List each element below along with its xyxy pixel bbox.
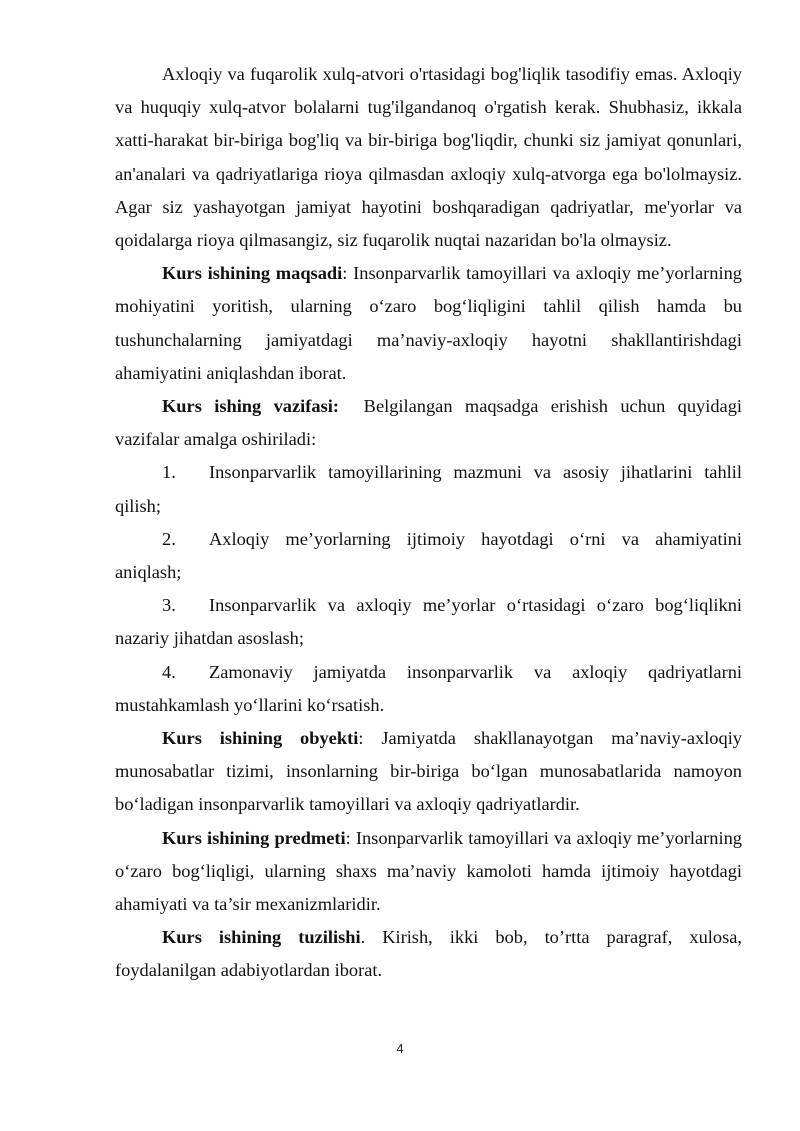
task-item-3 — [115, 589, 742, 655]
task-item-2 — [115, 523, 742, 589]
task-item-4 — [115, 656, 742, 722]
task-number: 1. — [162, 462, 176, 483]
task-number: 4. — [162, 661, 176, 682]
task-item-1 — [115, 456, 742, 522]
object-separator: : — [358, 728, 382, 749]
document-page — [115, 58, 747, 988]
structure-paragraph — [115, 921, 742, 987]
tasks-intro-text: Belgilangan maqsadga erishish uchun quyidagi vazifalar amalga oshiriladi: — [115, 396, 747, 450]
goal-separator: : — [342, 263, 354, 284]
task-number: 2. — [162, 528, 176, 549]
subject-paragraph — [115, 822, 742, 922]
tasks-label: Kurs ishing vazifasi: — [162, 396, 339, 417]
task-text: Insonparvarlik va axloqiy me’yorlar o‘rtasidagi o‘zaro bog‘liqlikni nazariy jihatdan asoslash; — [115, 595, 742, 649]
intro-paragraph: Axloqiy va fuqarolik xulq-atvori o'rtasidagi bog'liqlik tasodifiy emas. Axloqiy va huquqiy xulq-atvor bolalarni tug'ilgandanoq o'rgatish kerak. Shubhasiz, ikkala xatti-harakat bir-biriga bog'liq va bir-biriga bog'liqdir, chunki siz jamiyat qonunlari, an'analari va qadriyatlariga rioya qilmasdan axloqiy xulq-atvorga ega bo'lolmaysiz. Agar siz yashayotgan jamiyat hayotini boshqaradigan qadriyatlar, me'yorlar va qoidalarga rioya qilmasangiz, siz fuqarolik nuqtai nazaridan bo'la olmaysiz. — [115, 64, 742, 251]
object-text: Jamiyatda shakllanayotgan ma’naviy-axloqiy munosabatlar tizimi, insonlarning bir-biriga bo‘lgan munosabatlarida namoyon bo‘ladigan insonparvarlik tamoyillari va axloqiy qadriyatlardir. — [115, 728, 743, 815]
structure-text: Kirish, ikki bob, to’rtta paragraf, xulosa, foydalanilgan adabiyotlardan iborat. — [115, 927, 742, 981]
goal-label: Kurs ishining maqsadi — [162, 263, 343, 284]
task-text: Zamonaviy jamiyatda insonparvarlik va axloqiy qadriyatlarni mustahkamlash yo‘llarini ko‘rsatish. — [115, 661, 742, 715]
object-label: Kurs ishining obyekti — [162, 728, 359, 749]
subject-text: Insonparvarlik tamoyillari va axloqiy me’yorlarning o‘zaro bog‘liqligi, ularning shaxs ma’naviy kamoloti hamda ijtimoiy hayotdagi ahamiyati va ta’sir mexanizmlaridir. — [115, 827, 742, 915]
subject-separator: : — [345, 827, 356, 848]
object-paragraph — [115, 722, 742, 822]
subject-label: Kurs ishining predmeti — [162, 827, 346, 848]
structure-label: Kurs ishining tuzilishi — [162, 927, 361, 948]
goal-paragraph — [115, 257, 742, 390]
task-text: Axloqiy me’yorlarning ijtimoiy hayotdagi o‘rni va ahamiyatini aniqlash; — [115, 528, 742, 583]
task-text: Insonparvarlik tamoyillarining mazmuni va asosiy jihatlarini tahlil qilish; — [115, 462, 742, 516]
page-number: 4 — [396, 1041, 404, 1056]
goal-text: Insonparvarlik tamoyillari va axloqiy me’yorlarning mohiyatini yoritish, ularning o‘zaro bog‘liqligini tahlil qilish hamda bu tushunchalarning jamiyatdagi ma’naviy-axloqiy hayotni shakllantirishdagi ahamiyatini aniqlashdan iborat. — [115, 263, 742, 383]
tasks-paragraph — [115, 390, 747, 456]
structure-separator: . — [360, 927, 383, 948]
task-number: 3. — [162, 595, 176, 616]
